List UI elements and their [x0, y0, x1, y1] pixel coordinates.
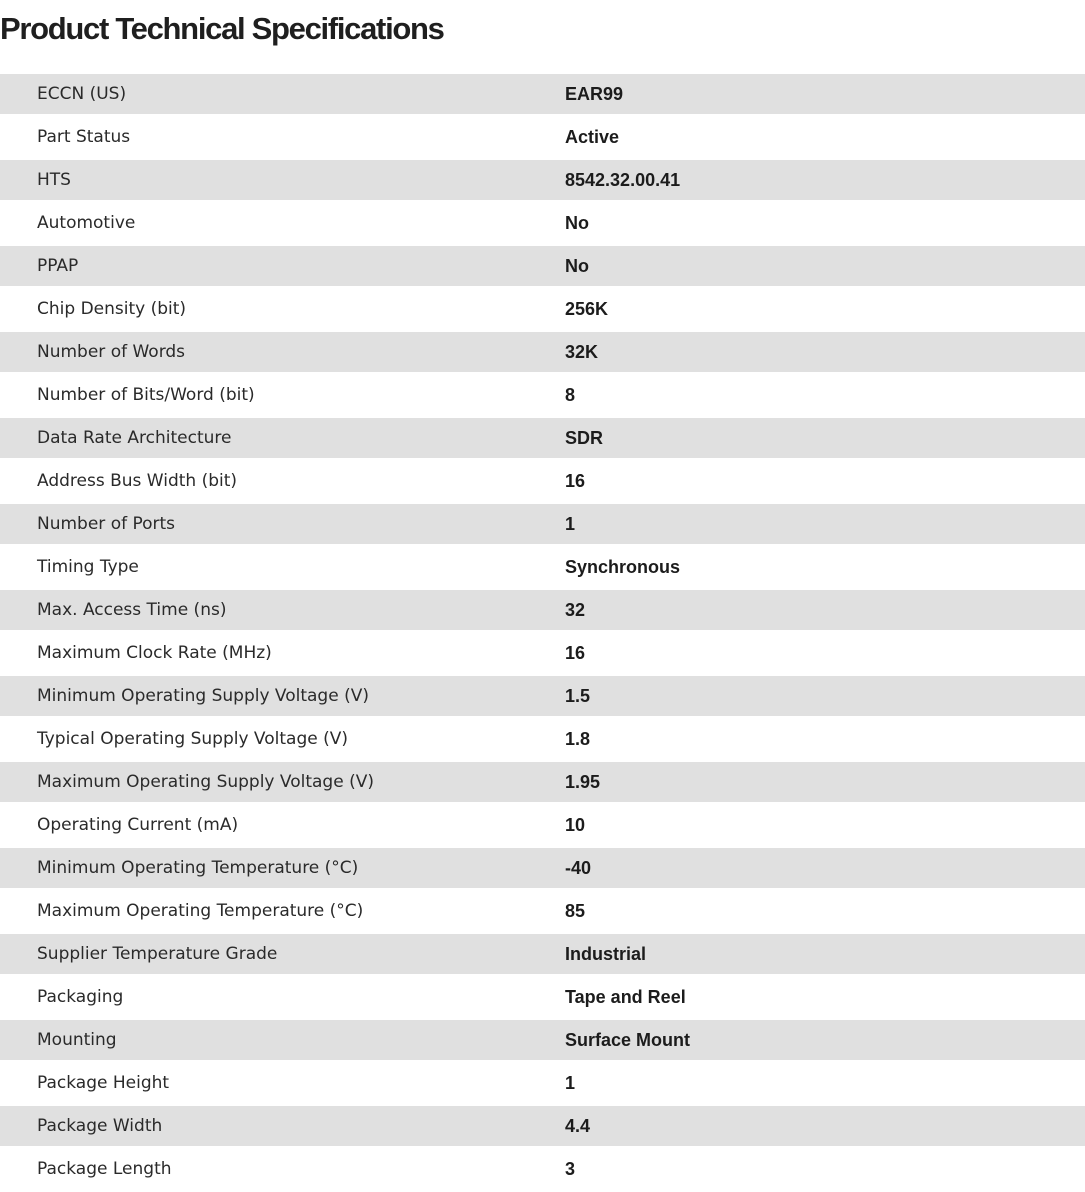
spec-label: Automotive — [0, 203, 565, 243]
spec-value: 85 — [565, 891, 1085, 931]
spec-row-operating-current — [0, 805, 1085, 845]
spec-row-number-of-words — [0, 332, 1085, 372]
spec-label: Minimum Operating Temperature (°C) — [0, 848, 565, 888]
spec-label: Chip Density (bit) — [0, 289, 565, 329]
spec-label: Package Length — [0, 1149, 565, 1189]
spec-row-access-time — [0, 590, 1085, 630]
spec-value: Synchronous — [565, 547, 1085, 587]
spec-value: -40 — [565, 848, 1085, 888]
spec-row-packaging — [0, 977, 1085, 1017]
spec-label: Package Height — [0, 1063, 565, 1103]
spec-row-part-status — [0, 117, 1085, 157]
spec-label: PPAP — [0, 246, 565, 286]
spec-value: 3 — [565, 1149, 1085, 1189]
spec-row-address-bus — [0, 461, 1085, 501]
spec-label: Supplier Temperature Grade — [0, 934, 565, 974]
spec-label: Packaging — [0, 977, 565, 1017]
spec-row-automotive — [0, 203, 1085, 243]
spec-label: Package Width — [0, 1106, 565, 1146]
spec-label: Typical Operating Supply Voltage (V) — [0, 719, 565, 759]
spec-row-data-rate — [0, 418, 1085, 458]
spec-row-min-supply-voltage — [0, 676, 1085, 716]
spec-value: 4.4 — [565, 1106, 1085, 1146]
spec-value: 16 — [565, 633, 1085, 673]
spec-row-mounting — [0, 1020, 1085, 1060]
spec-row-max-temperature — [0, 891, 1085, 931]
spec-label: Number of Ports — [0, 504, 565, 544]
spec-row-max-supply-voltage — [0, 762, 1085, 802]
spec-label: Maximum Operating Supply Voltage (V) — [0, 762, 565, 802]
spec-value: 1 — [565, 1063, 1085, 1103]
spec-value: 1.8 — [565, 719, 1085, 759]
spec-row-temperature-grade — [0, 934, 1085, 974]
spec-label: Part Status — [0, 117, 565, 157]
spec-row-eccn — [0, 74, 1085, 114]
spec-label: Operating Current (mA) — [0, 805, 565, 845]
spec-label: Number of Words — [0, 332, 565, 372]
spec-label: Timing Type — [0, 547, 565, 587]
spec-row-clock-rate — [0, 633, 1085, 673]
spec-row-number-of-ports — [0, 504, 1085, 544]
spec-value: No — [565, 203, 1085, 243]
spec-value: 16 — [565, 461, 1085, 501]
spec-row-chip-density — [0, 289, 1085, 329]
spec-row-timing-type — [0, 547, 1085, 587]
spec-value: Surface Mount — [565, 1020, 1085, 1060]
spec-row-package-length — [0, 1149, 1085, 1189]
spec-value: Industrial — [565, 934, 1085, 974]
spec-label: HTS — [0, 160, 565, 200]
spec-value: 10 — [565, 805, 1085, 845]
spec-label: Address Bus Width (bit) — [0, 461, 565, 501]
spec-row-package-height — [0, 1063, 1085, 1103]
page-title: Product Technical Specifications — [0, 11, 444, 46]
spec-label: Mounting — [0, 1020, 565, 1060]
spec-row-min-temperature — [0, 848, 1085, 888]
spec-row-typ-supply-voltage — [0, 719, 1085, 759]
spec-label: Number of Bits/Word (bit) — [0, 375, 565, 415]
spec-value: 1.95 — [565, 762, 1085, 802]
spec-value: 32K — [565, 332, 1085, 372]
spec-value: 32 — [565, 590, 1085, 630]
spec-label: Maximum Clock Rate (MHz) — [0, 633, 565, 673]
spec-value: Tape and Reel — [565, 977, 1085, 1017]
spec-label: Max. Access Time (ns) — [0, 590, 565, 630]
spec-value: No — [565, 246, 1085, 286]
spec-row-package-width — [0, 1106, 1085, 1146]
spec-row-ppap — [0, 246, 1085, 286]
spec-value: 1.5 — [565, 676, 1085, 716]
spec-label: Data Rate Architecture — [0, 418, 565, 458]
spec-label: Minimum Operating Supply Voltage (V) — [0, 676, 565, 716]
spec-value: 256K — [565, 289, 1085, 329]
spec-value: 8 — [565, 375, 1085, 415]
spec-value: EAR99 — [565, 74, 1085, 114]
spec-value: 1 — [565, 504, 1085, 544]
spec-label: Maximum Operating Temperature (°C) — [0, 891, 565, 931]
spec-table — [0, 71, 1085, 1192]
spec-label: ECCN (US) — [0, 74, 565, 114]
spec-value: SDR — [565, 418, 1085, 458]
spec-row-hts — [0, 160, 1085, 200]
spec-row-bits-per-word — [0, 375, 1085, 415]
spec-value: Active — [565, 117, 1085, 157]
spec-value: 8542.32.00.41 — [565, 160, 1085, 200]
